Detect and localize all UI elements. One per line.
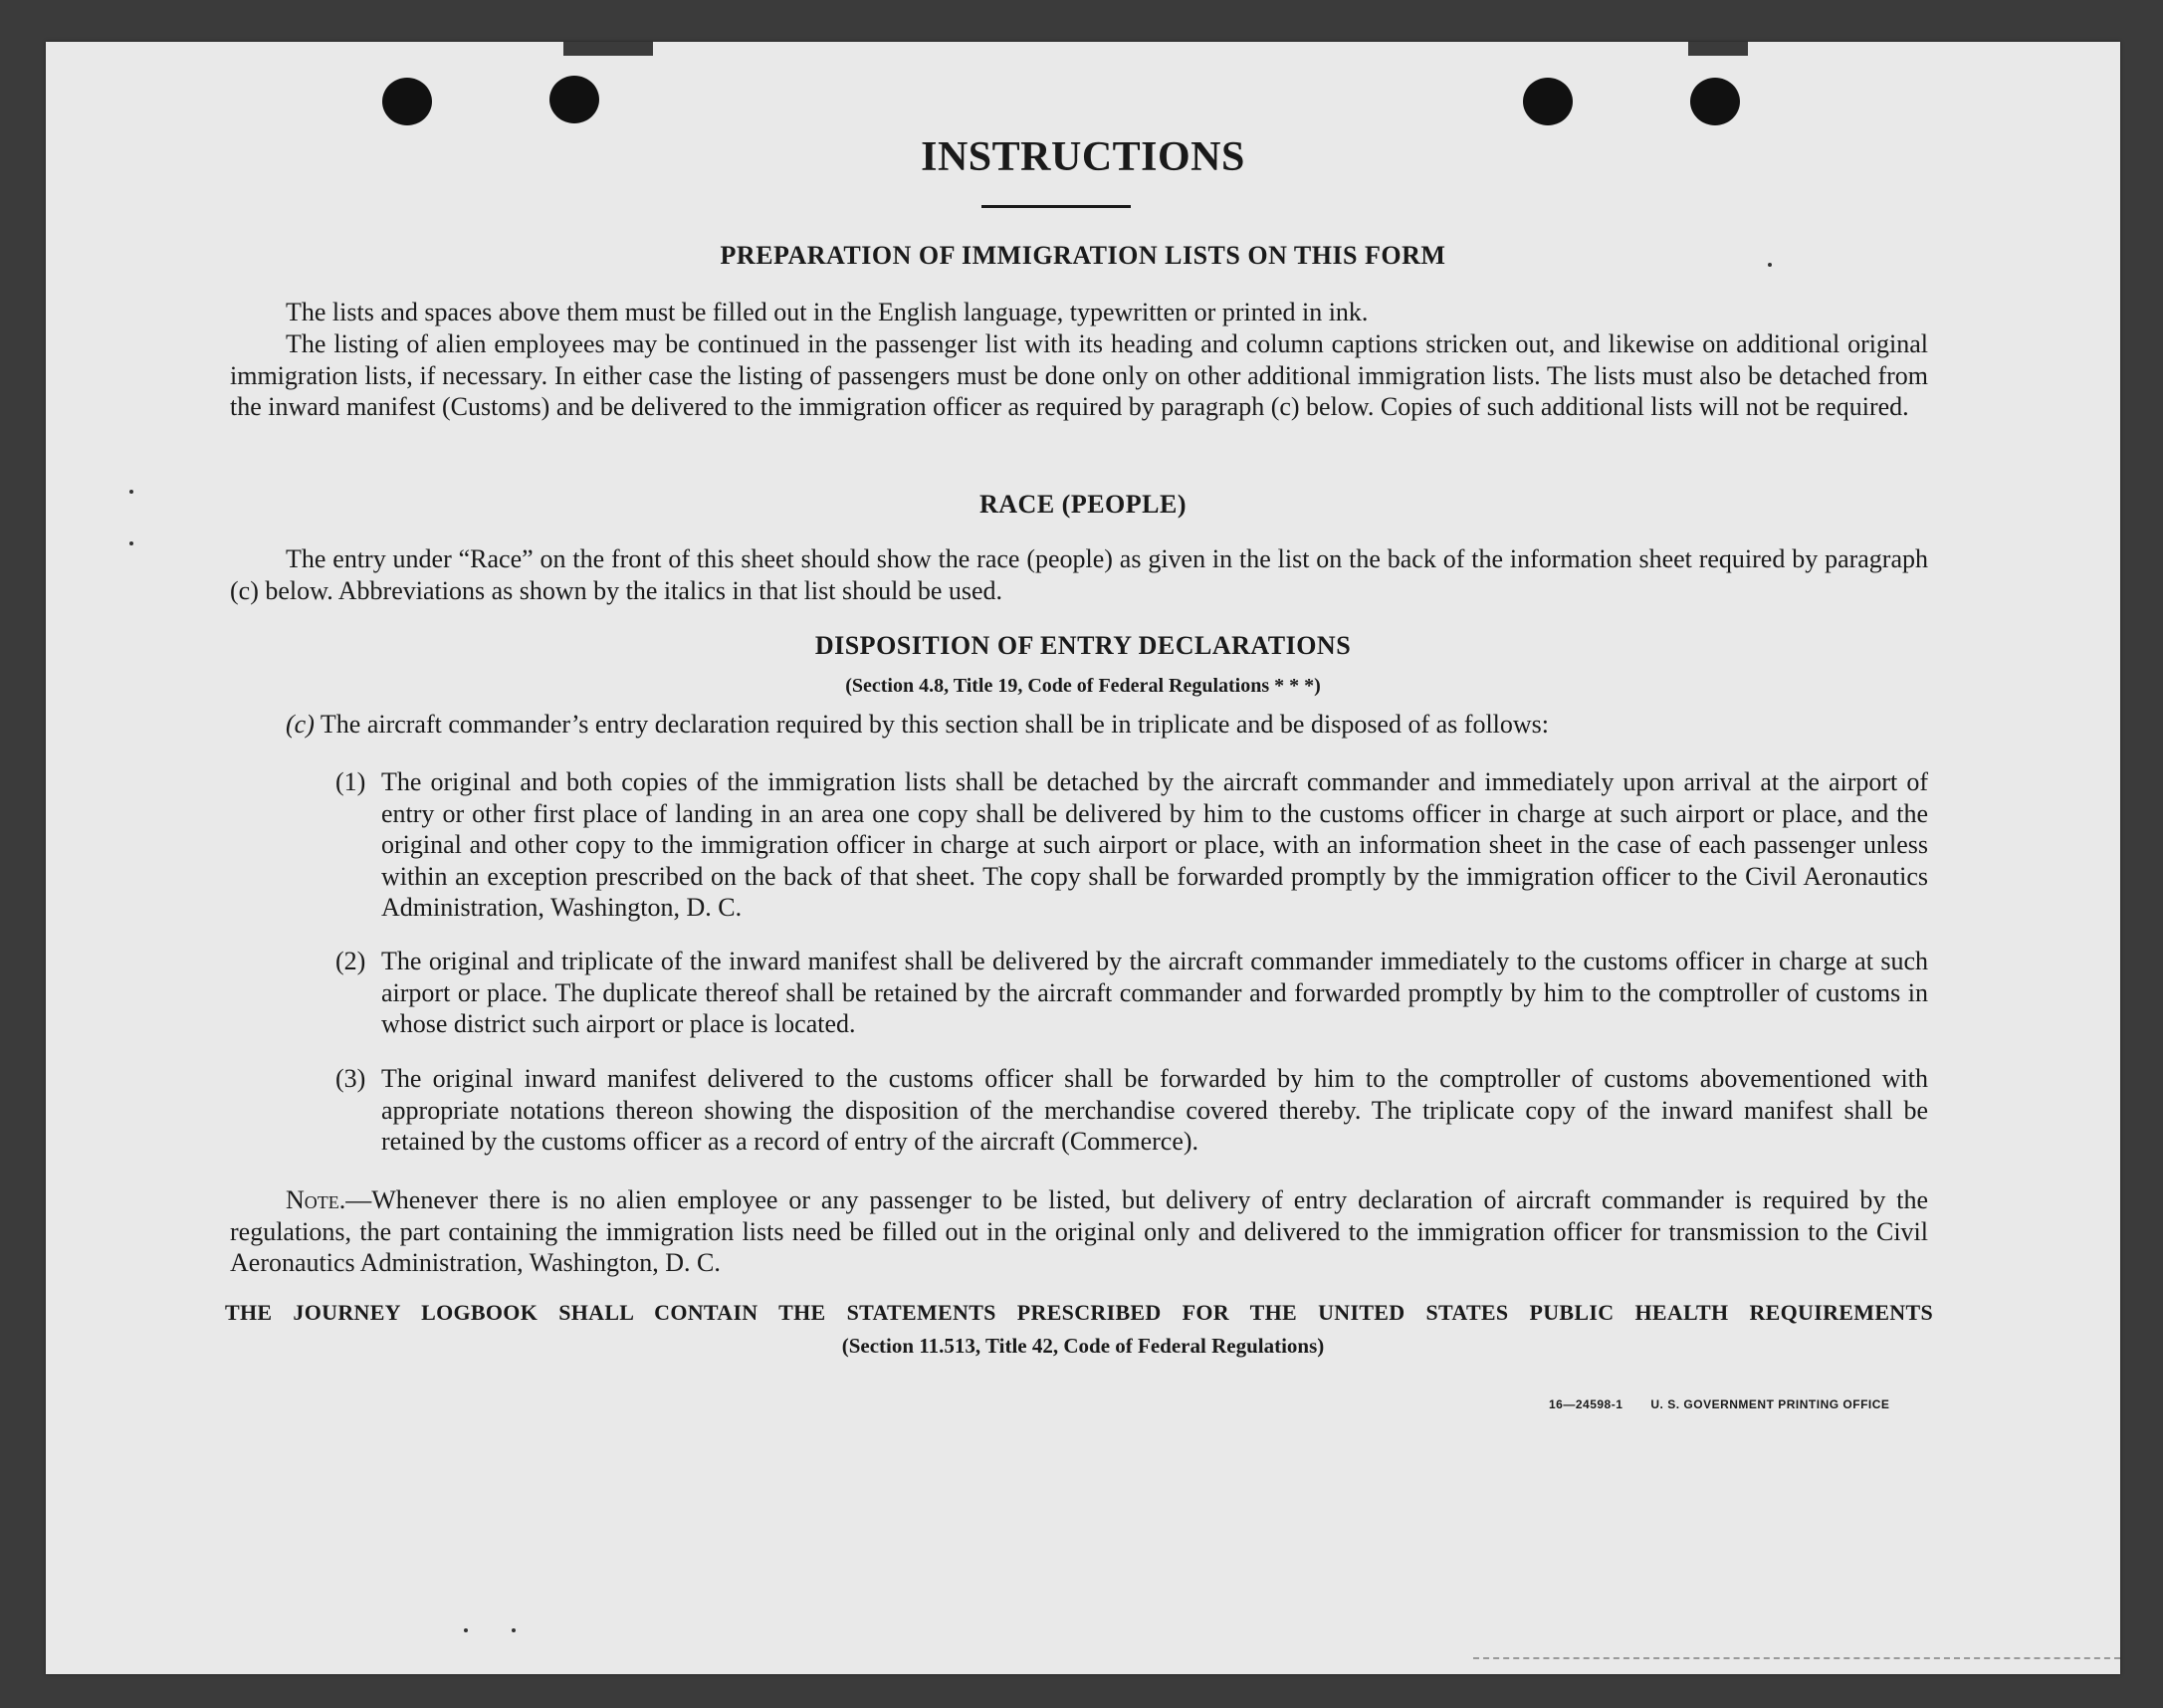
paragraph-language: The lists and spaces above them must be filled out in the English language, typewritten or printed in ink. [286,298,1369,326]
paragraph-c [230,709,1928,741]
form-number: 16—24598-1 [1549,1397,1623,1411]
punch-hole [1523,78,1573,125]
note-label: Note. [286,1185,346,1214]
paragraph-alien-employees: The listing of alien employees may be continued in the passenger list with its heading and column captions stricken out, and likewise on additional original immigration lists, if necessary. In either case the listing of passengers must be done only on other additional immigration lists. The lists must also be detached from the inward manifest (Customs) and be delivered to the immigration officer as required by paragraph (c) below. Copies of such additional lists will not be required. [230,329,1928,421]
paragraph-c-text: The aircraft commander’s entry declaration required by this section shall be in triplicate and be disposed of as follows: [320,710,1550,739]
list-item-text: The original and both copies of the immigration lists shall be detached by the aircraft commander and immediately upon arrival at the airport of entry or other first place of landing in an area one copy shall be delivered by him to the customs officer in charge at such airport or place, and the original and other copy to the immigration officer in charge at such airport or place, with an information sheet in the case of each passenger unless within an exception prescribed on the back of that sheet. The copy shall be forwarded promptly by the immigration officer to the Civil Aeronautics Administration, Washington, D. C. [381,767,1928,922]
page-edge-notch [1688,42,1748,56]
section-citation: (Section 4.8, Title 19, Code of Federal Regulations * * *) [845,675,1321,697]
health-requirements-notice: THE JOURNEY LOGBOOK SHALL CONTAIN THE STATEMENTS PRESCRIBED FOR THE UNITED STATES PUBLIC HEALTH REQUIREMENTS [225,1300,1933,1325]
paragraph-note [230,1184,1928,1279]
scan-speck [129,490,133,494]
punch-hole [549,76,599,123]
page-edge-notch [563,42,653,56]
list-item-number: (2) [335,947,366,975]
note-text: —Whenever there is no alien employee or any passenger to be listed, but delivery of entry declaration of aircraft commander is required by the regulations, the part containing the immigration lists need be filled out in the original only and delivered to the immigration officer for transmission to the Civil Aeronautics Administration, Washington, D. C. [230,1185,1928,1277]
scan-speck [129,541,133,545]
page-edge [1473,1657,2120,1661]
paragraph-label: (c) [286,710,315,739]
scan-speck [512,1628,516,1632]
paragraph-race: The entry under “Race” on the front of this sheet should show the race (people) as given in the list on the back of the information sheet required by paragraph (c) below. Abbreviations as shown by the italics in that list should be used. [230,544,1928,605]
list-item [335,946,1928,1040]
list-item-number: (1) [335,767,366,796]
punch-hole [382,78,432,125]
punch-hole [1690,78,1740,125]
section-heading-race: RACE (PEOPLE) [979,490,1187,519]
printer-imprint [1549,1397,1917,1411]
health-requirements-citation: (Section 11.513, Title 42, Code of Federal Regulations) [841,1334,1325,1358]
section-heading-preparation: PREPARATION OF IMMIGRATION LISTS ON THIS FORM [720,241,1446,270]
list-item-text: The original inward manifest delivered to the customs officer shall be forwarded by him to the comptroller of customs abovementioned with appropriate notations thereon showing the disposition of the merchandise covered thereby. The triplicate copy of the inward manifest shall be retained by the customs officer as a record of entry of the aircraft (Commerce). [381,1064,1928,1156]
page-title: INSTRUCTIONS [921,134,1245,180]
section-heading-disposition: DISPOSITION OF ENTRY DECLARATIONS [814,631,1352,660]
document-page [46,42,2120,1674]
list-item [335,1063,1928,1158]
scan-speck [1768,263,1772,267]
list-item-text: The original and triplicate of the inward manifest shall be delivered by the aircraft commander immediately to the customs officer in charge at such airport or place. The duplicate thereof shall be retained by the aircraft commander and forwarded promptly by him to the comptroller of customs in whose district such airport or place is located. [381,947,1928,1038]
title-divider [981,205,1131,208]
list-item-number: (3) [335,1064,366,1093]
scan-speck [464,1628,468,1632]
printer-name: U. S. GOVERNMENT PRINTING OFFICE [1650,1397,1890,1411]
list-item [335,766,1928,924]
